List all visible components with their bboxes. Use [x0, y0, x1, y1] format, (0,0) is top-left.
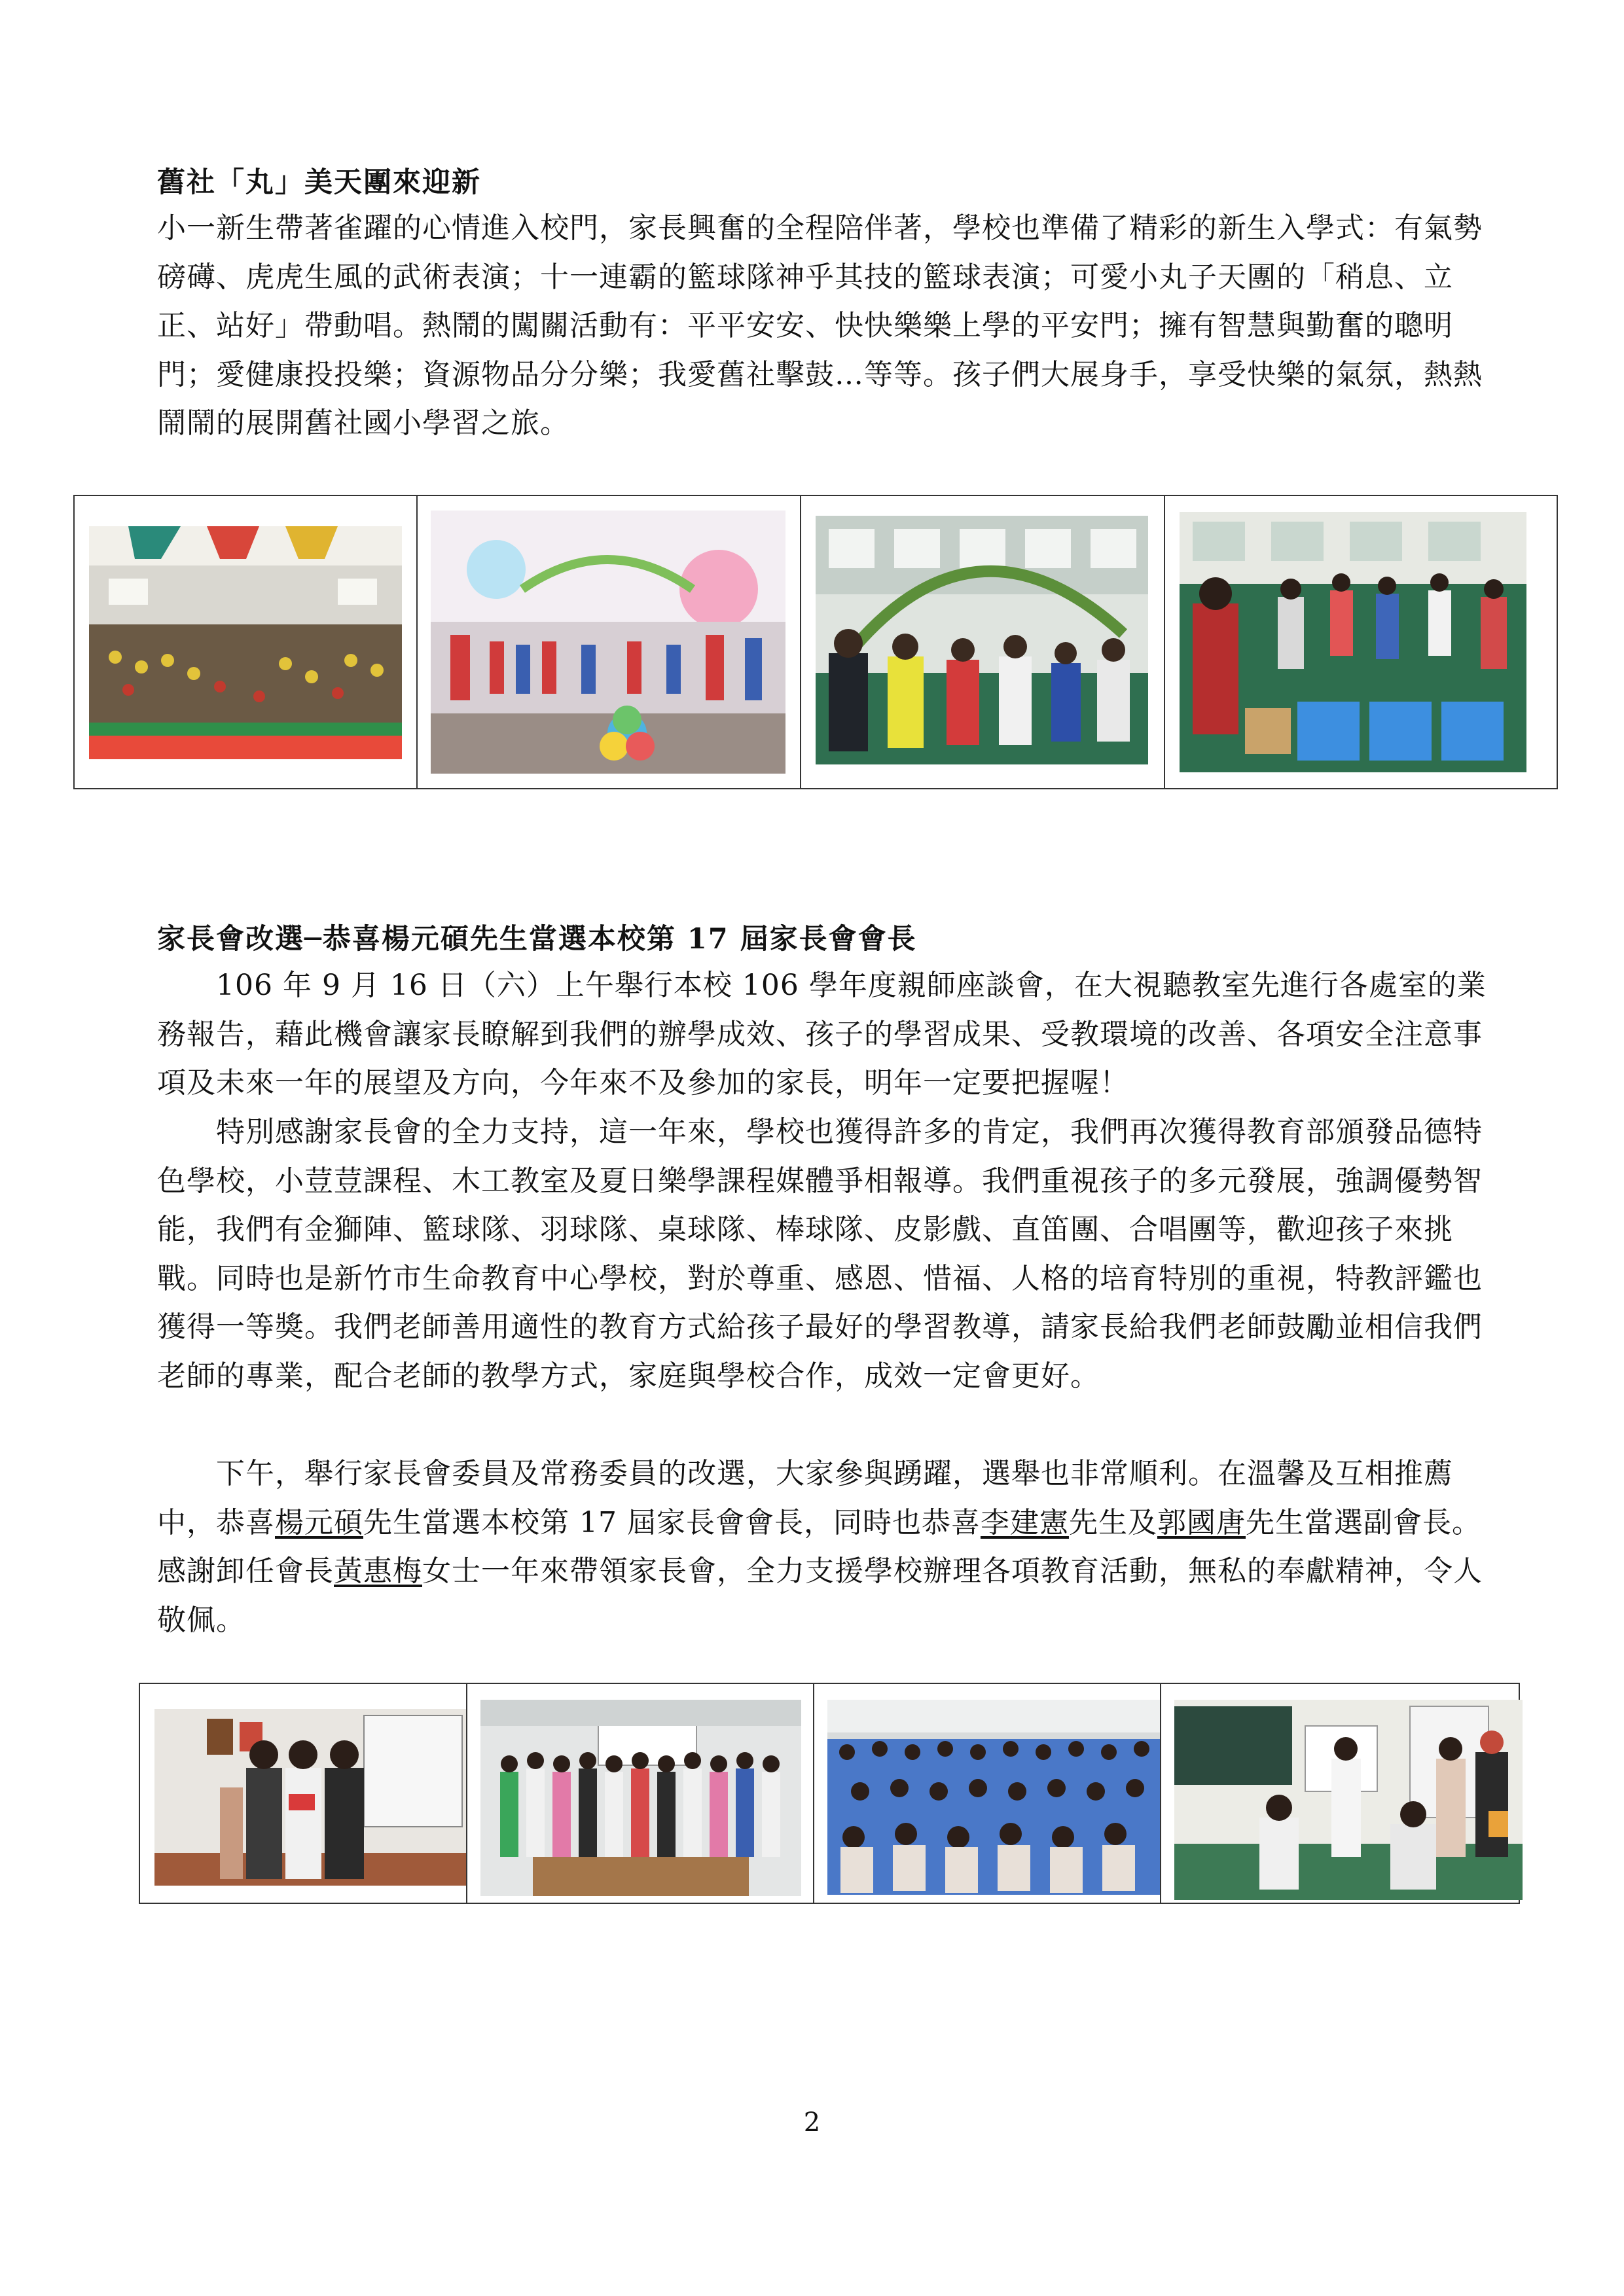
section1-photo-table [73, 495, 1558, 789]
section2-title: 家長會改選─恭喜楊元碩先生當選本校第 17 屆家長會會長 [157, 923, 917, 956]
section1-paragraph: 小一新生帶著雀躍的心情進入校門，家長興奮的全程陪伴著，學校也準備了精彩的新生入學式：有氣勢磅礡、虎虎生風的武術表演；十一連霸的籃球隊神乎其技的籃球表演；可愛小丸子天團的「稍息、立正、站好」帶動唱。熱鬧的闖關活動有：平平安安、快快樂樂上學的平安門；擁有智慧與勤奮的聰明門；愛健康投投樂；資源物品分分樂；我愛舊社擊鼓…等等。孩子們大展身手，享受快樂的氣氛，熱熱鬧鬧的展開舊社國小學習之旅。 [157, 211, 1483, 440]
photo-stage-group [431, 511, 785, 774]
photo-cell-3 [801, 495, 1164, 789]
photo-cell-5 [139, 1683, 467, 1903]
photo-assembly-hall [89, 526, 402, 759]
section2-p3-text-1: 下午，舉行家長會委員及常務委員的改選，大家參與踴躍，選舉也非常順利。在溫馨及互相推薦中，恭喜 [157, 1457, 1453, 1539]
name-vice-president-1: 李建憲 [980, 1505, 1069, 1539]
photo-gate-activity [816, 516, 1148, 764]
section2-p3-text-3: 先生及 [1068, 1505, 1157, 1539]
photo-sorting-game [1180, 512, 1526, 772]
photo-cell-1 [74, 495, 417, 789]
photo-cell-4 [1164, 495, 1557, 789]
section2-paragraph-2 [157, 1108, 1499, 1401]
name-former-president: 黃惠梅 [334, 1554, 422, 1588]
section2-p3-text-2: 先生當選本校第 17 屆家長會會長，同時也恭喜 [363, 1505, 981, 1539]
photo-cell-8 [1161, 1683, 1519, 1903]
section2-photo-table [139, 1683, 1520, 1904]
photo-audiovisual-room [827, 1700, 1160, 1895]
photo-committee-group [480, 1700, 801, 1896]
section2-p3-text-5: 女士一年來帶領家長會，全力支援學校辦理各項教育活動，無私的奉獻精神，令人敬佩。 [157, 1554, 1483, 1637]
section2-p1-text: 106 年 9 月 16 日（六）上午舉行本校 106 學年度親師座談會，在大視聽教室先進行各處室的業務報告，藉此機會讓家長瞭解到我們的辦學成效、孩子的學習成果、受教環境的改善、各項安全注意事項及未來一年的展望及方向，今年來不及參加的家長，明年一定要把握喔！ [157, 969, 1487, 1100]
section2-p3-text-4: 先生當選副會長。感謝卸任會長 [157, 1505, 1481, 1588]
page-number: 2 [803, 2108, 821, 2138]
section1-title: 舊社「丸」美天團來迎新 [157, 166, 481, 199]
section2-p2-text: 特別感謝家長會的全力支持，這一年來，學校也獲得許多的肯定，我們再次獲得教育部頒發品德特色學校，小荳荳課程、木工教室及夏日樂學課程媒體爭相報導。我們重視孩子的多元發展，強調優勢智能，我們有金獅陣、籃球隊、羽球隊、桌球隊、棒球隊、皮影戲、直笛團、合唱團等，歡迎孩子來挑戰。同時也是新竹市生命教育中心學校，對於尊重、感恩、惜福、人格的培育特別的重視，特教評鑑也獲得一等獎。我們老師善用適性的教育方式給孩子最好的學習教導，請家長給我們老師鼓勵並相信我們老師的專業，配合老師的教學方式，家庭與學校合作，成效一定會更好。 [157, 1115, 1483, 1393]
photo-election-meeting [1174, 1700, 1523, 1900]
photo-cell-6 [467, 1683, 814, 1903]
photo-cell-7 [814, 1683, 1161, 1903]
photo-gift-ceremony [154, 1709, 466, 1886]
section2-paragraph-1 [157, 961, 1499, 1108]
name-vice-president-2: 郭國唐 [1157, 1505, 1246, 1539]
photo-cell-2 [417, 495, 801, 789]
section2-paragraph-3 [157, 1450, 1499, 1645]
name-president: 楊元碩 [275, 1505, 363, 1539]
